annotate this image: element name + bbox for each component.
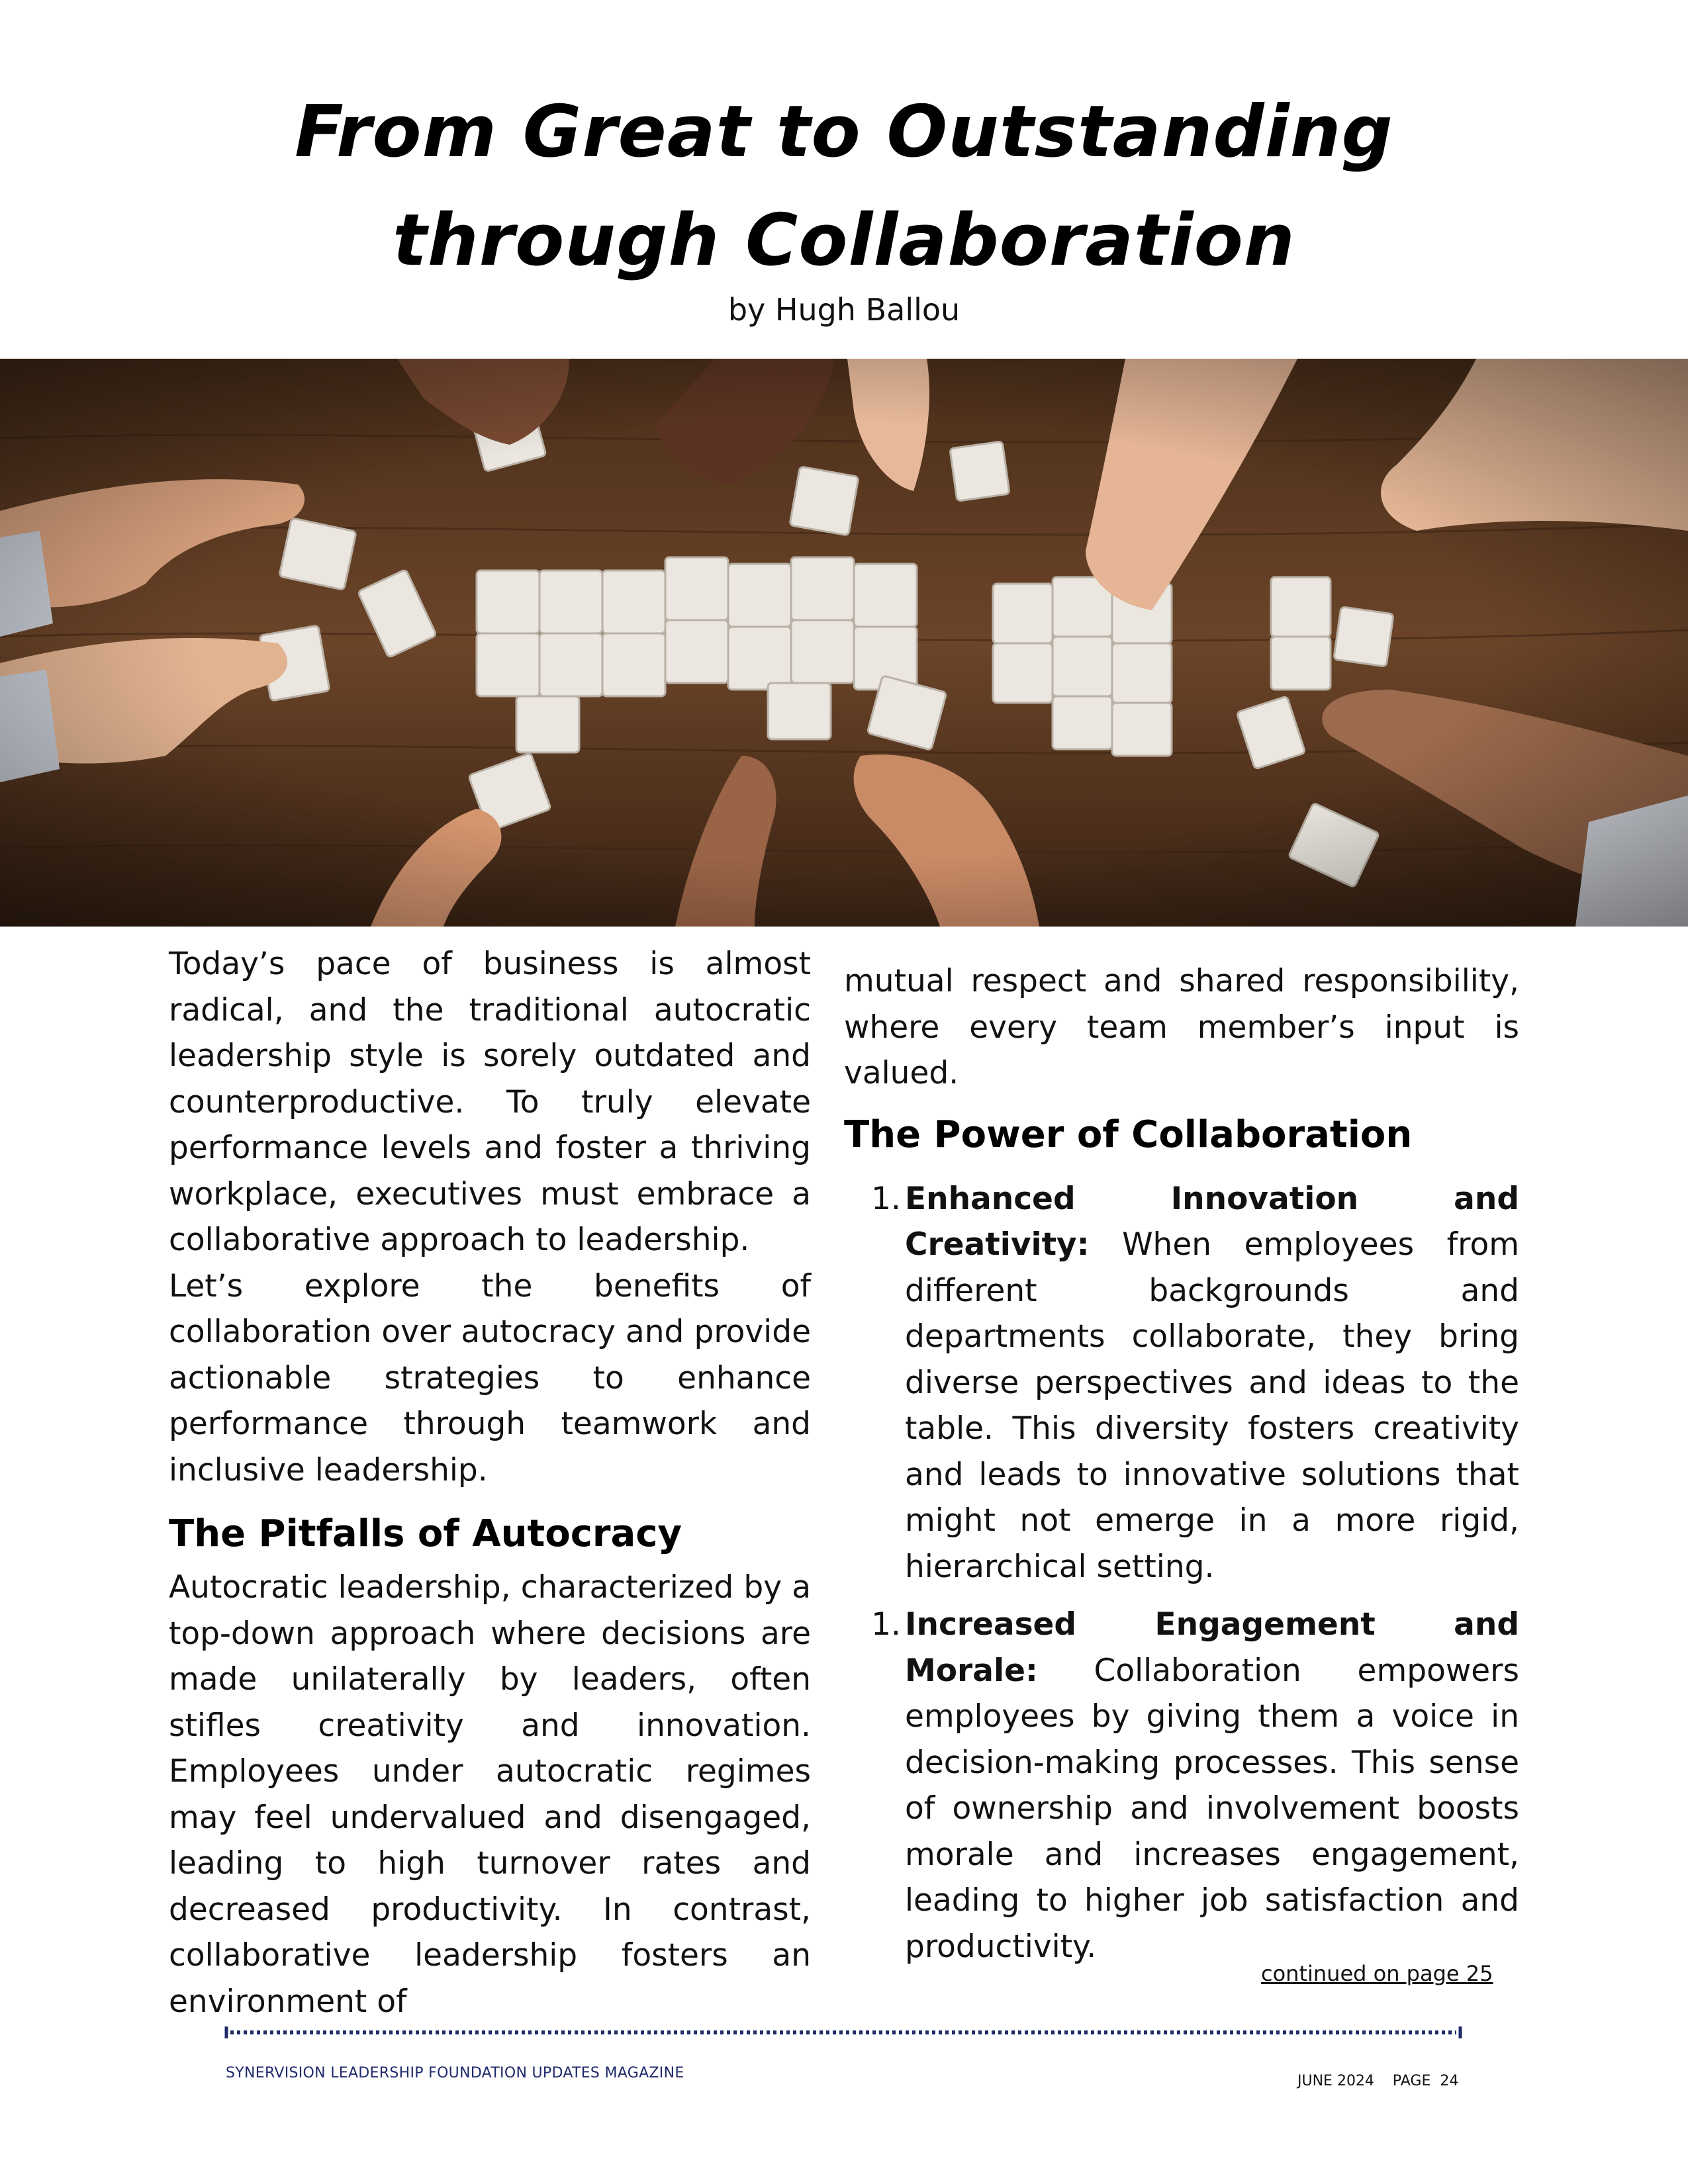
list-item-body	[905, 1602, 1519, 1970]
footer-dotted-rule	[224, 2024, 1463, 2041]
footer-date-page: JUNE 2024 PAGE 24	[1297, 2073, 1459, 2089]
list-item	[844, 1176, 1519, 1590]
title-line-2: through Collaboration	[393, 199, 1295, 282]
list-item-number: 1.	[871, 1606, 901, 1643]
left-column	[169, 941, 811, 2025]
list-item-body	[905, 1176, 1519, 1590]
continued-paragraph: mutual respect and shared responsibility, where every team member’s input is valued.	[844, 963, 1519, 1091]
footer-magazine-name: SYNERVISION LEADERSHIP FOUNDATION UPDATES MAGAZINE	[226, 2065, 684, 2081]
list-item-text: Collaboration empowers employees by giving them a voice in decision-making processes. This sense of ownership and involvement boosts morale and increases engagement, leading to higher job satisfaction and productivity.	[905, 1652, 1519, 1965]
byline: by Hugh Ballou	[727, 292, 961, 328]
section-heading-pitfalls: The Pitfalls of Autocracy	[169, 1512, 682, 1555]
right-column	[844, 958, 1519, 1981]
list-item-heading: Enhanced Innovation and Creativity:	[905, 1180, 1519, 1263]
pitfalls-paragraph: Autocratic leadership, characterized by a top-down approach where decisions are made unilaterally by leaders, often stifles creativity and innovation. Employees under autocratic regimes may feel undervalued and disengaged, leading to high turnover rates and decreased productivity. In contrast, collaborative leadership fosters an environment of	[169, 1569, 811, 2020]
list-item-heading: Increased Engagement and Morale:	[905, 1606, 1519, 1689]
puzzle-hands-photo	[0, 359, 1688, 927]
list-item-text: When employees from different backgrounds and departments collaborate, they bring diverse perspectives and ideas to the table. This diversity fosters creativity and leads to innovative solutions that might not emerge in a more rigid, hierarchical setting.	[905, 1226, 1519, 1585]
section-heading-power: The Power of Collaboration	[844, 1113, 1413, 1156]
intro-paragraph-2: Let’s explore the benefits of collaboration over autocracy and provide actionable strategies to enhance performance through teamwork and inclusive leadership.	[169, 1267, 811, 1488]
title-line-1: From Great to Outstanding	[295, 91, 1393, 173]
article-title	[0, 78, 1688, 295]
list-item-number: 1.	[871, 1180, 901, 1217]
list-item	[844, 1602, 1519, 1970]
continued-link[interactable]: continued on page 25	[1261, 1961, 1493, 1986]
intro-paragraph-1: Today’s pace of business is almost radical, and the traditional autocratic leadership style is sorely outdated and counterproductive. To truly elevate performance levels and foster a thriving workplace, executives must embrace a collaborative approach to leadership.	[169, 946, 811, 1258]
